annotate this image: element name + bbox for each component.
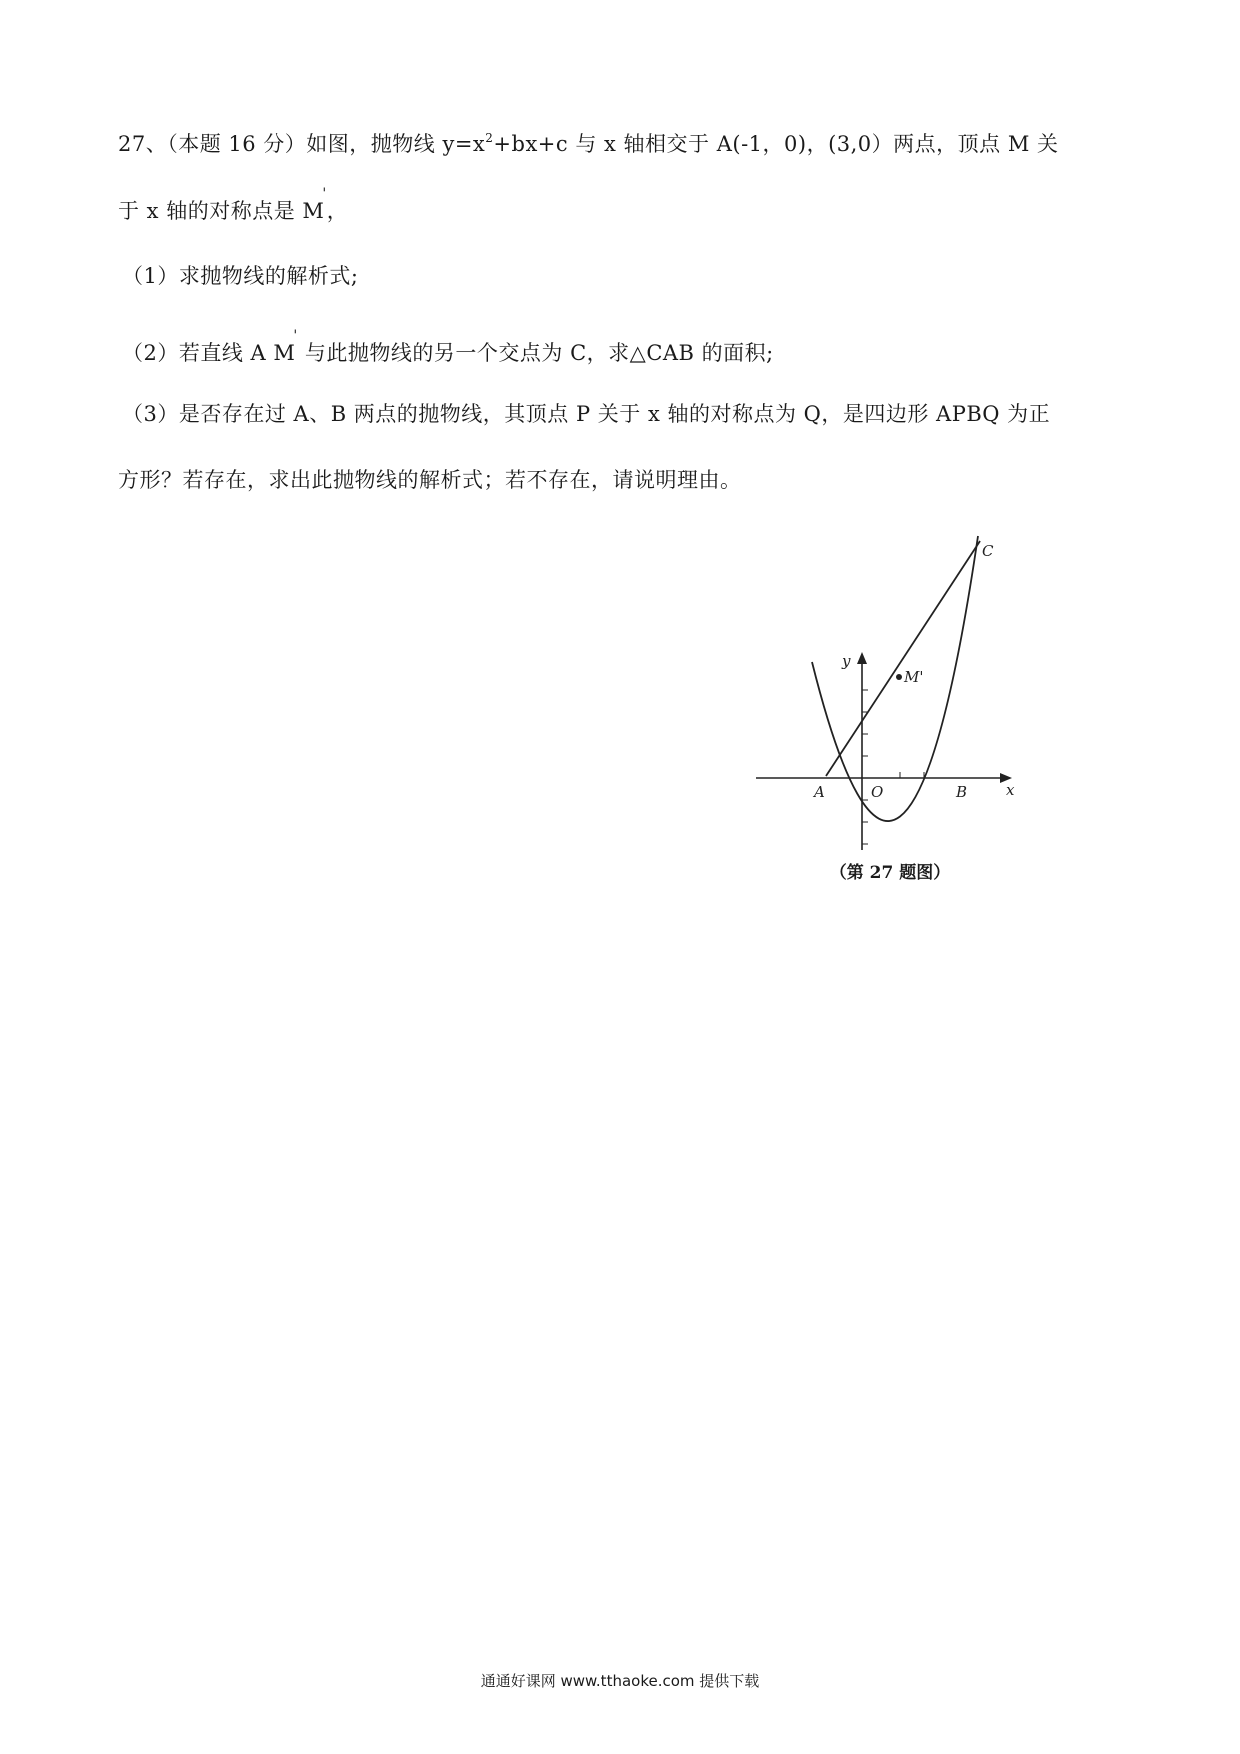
q2-prime-mark: ' bbox=[293, 328, 298, 344]
figure-caption: （第 27 题图） bbox=[829, 863, 951, 883]
label-a: A bbox=[814, 783, 825, 801]
question-3-line-2: 方形？若存在，求出此抛物线的解析式；若不存在，请说明理由。 bbox=[118, 468, 742, 492]
question-1: （1）求抛物线的解析式; bbox=[122, 264, 359, 288]
question-2 bbox=[122, 328, 774, 367]
problem-header: 27、（本题 16 分）如图，抛物线 y=x bbox=[118, 132, 486, 156]
label-y: y bbox=[842, 652, 851, 670]
exponent: 2 bbox=[485, 131, 494, 145]
footer: 通通好课网 www.tthaoke.com 提供下载 bbox=[480, 1672, 760, 1690]
problem-line-2 bbox=[118, 186, 349, 225]
prime-mark: ' bbox=[322, 186, 327, 202]
label-x: x bbox=[1006, 781, 1015, 799]
parabola-figure bbox=[740, 520, 1040, 850]
problem-header-line bbox=[118, 128, 1059, 158]
line2-text: 于 x 轴的对称点是 M bbox=[118, 199, 325, 223]
label-m-prime: M' bbox=[904, 668, 924, 686]
label-origin: O bbox=[871, 783, 884, 801]
label-c: C bbox=[982, 542, 994, 560]
label-b: B bbox=[956, 783, 968, 801]
point-m-prime bbox=[896, 674, 902, 680]
problem-header-rest: +bx+c 与 x 轴相交于 A(-1，0)，(3,0）两点，顶点 M 关 bbox=[493, 132, 1059, 156]
line2-end: ， bbox=[326, 199, 349, 223]
question-3-line-1: （3）是否存在过 A、B 两点的抛物线，其顶点 P 关于 x 轴的对称点为 Q，是四边形 APBQ 为正 bbox=[122, 402, 1051, 426]
q2-end: 与此抛物线的另一个交点为 C，求△CAB 的面积; bbox=[297, 341, 774, 365]
figure-svg bbox=[740, 520, 1040, 850]
q2-start: （2）若直线 A M bbox=[122, 341, 296, 365]
y-axis-arrow bbox=[857, 652, 867, 664]
